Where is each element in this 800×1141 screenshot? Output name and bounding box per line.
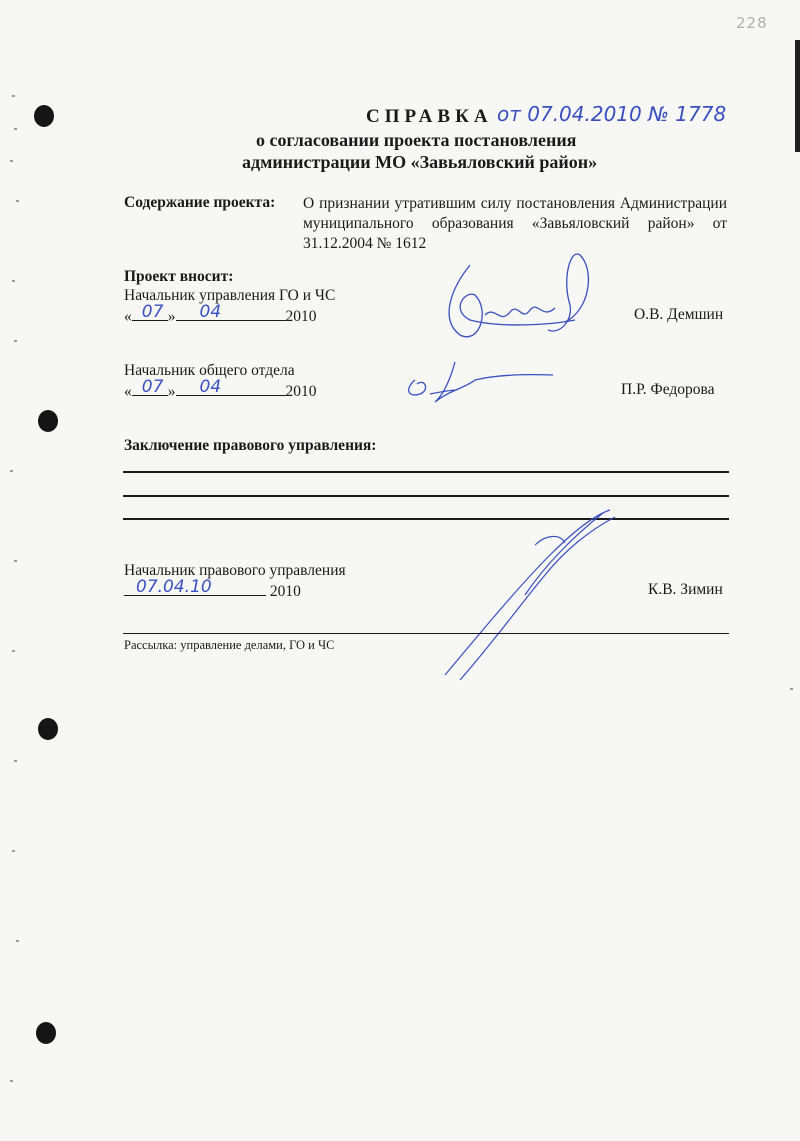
submitter-heading: Проект вносит: xyxy=(124,268,234,285)
scan-edge-bar xyxy=(795,40,800,152)
legal-head-position: Начальник правового управления xyxy=(124,562,346,579)
date-year: 2010 xyxy=(285,383,317,400)
distribution-note: Рассылка: управление делами, ГО и ЧС xyxy=(124,638,335,652)
submitter-name-1: О.В. Демшин xyxy=(634,306,724,323)
handwritten-date: 07.04.10 xyxy=(136,577,212,597)
punch-hole xyxy=(38,410,58,432)
conclusion-line xyxy=(123,495,729,497)
submitter-date-2: « 07 » 04 2010 xyxy=(124,377,317,400)
conclusion-line xyxy=(123,471,729,473)
submitter-name-2: П.Р. Федорова xyxy=(621,381,715,398)
signature-3 xyxy=(425,505,625,685)
punch-hole xyxy=(34,105,54,127)
punch-hole xyxy=(38,718,58,740)
handwritten-registration: от 07.04.2010 № 1778 xyxy=(497,102,727,126)
handwritten-day: 07 xyxy=(141,302,164,322)
signature-1 xyxy=(430,250,600,350)
legal-heading: Заключение правового управления: xyxy=(124,437,377,454)
punch-hole xyxy=(36,1022,56,1044)
signature-2 xyxy=(395,350,555,410)
content-label: Содержание проекта: xyxy=(124,194,276,211)
document-subtitle: о согласовании проекта постановления xyxy=(256,130,577,150)
handwritten-month: 04 xyxy=(199,377,222,397)
legal-head-name: К.В. Зимин xyxy=(648,581,723,598)
submitter-position-1: Начальник управления ГО и ЧС xyxy=(124,287,336,304)
submitter-position-2: Начальник общего отдела xyxy=(124,362,295,379)
date-year: 2010 xyxy=(269,583,301,600)
document-subtitle-org: администрации МО «Завьяловский район» xyxy=(242,152,598,172)
handwritten-month: 04 xyxy=(199,302,222,322)
submitter-date-1: « 07 » 04 2010 xyxy=(124,302,317,325)
page-number-pencil: 228 xyxy=(736,14,768,32)
handwritten-day: 07 xyxy=(141,377,164,397)
distribution-separator xyxy=(123,633,729,634)
document-title: СПРАВКА xyxy=(366,106,493,127)
date-year: 2010 xyxy=(285,308,317,325)
content-text: О признании утратившим силу постановления Администрации муниципального образования «Завьяловский район» от 31.12.2004 № 1612 xyxy=(303,195,727,252)
legal-date xyxy=(124,577,301,601)
